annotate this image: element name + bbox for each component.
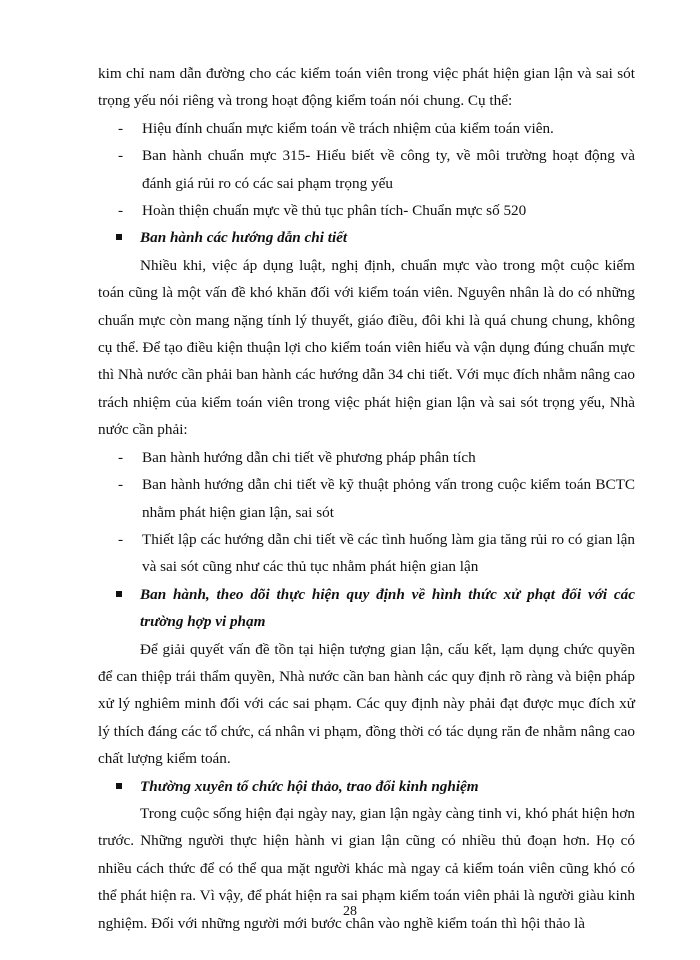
paragraph: Trong cuộc sống hiện đại ngày nay, gian lận ngày càng tinh vi, khó phát hiện hơn trước. Những người thực hiện hành vi gian lận cũng có nhiều thủ đoạn hơn. Họ có nhiều cách thức để có thể qua mặt người khác mà ngay cả kiểm toán viên cũng khó có thể phát hiện ra. Vì vậy, để phát hiện ra sai phạm kiểm toán viên phải là người giàu kinh nghiệm. Đối với những người mới bước chân vào nghề kiểm toán thì hội thảo là: [98, 804, 635, 932]
section-heading: [98, 581, 635, 636]
heading-text: Thường xuyên tổ chức hội thảo, trao đổi kinh nghiệm: [140, 777, 479, 795]
page-body: [98, 60, 635, 937]
list-item-text: Ban hành hướng dẫn chi tiết về phương pháp phân tích: [142, 448, 476, 466]
page-number: 28: [343, 904, 357, 919]
list-item-text: Hoàn thiện chuẩn mực về thủ tục phân tích- Chuẩn mực số 520: [142, 202, 527, 220]
dash-marker: -: [118, 476, 124, 494]
dash-marker: -: [118, 119, 124, 137]
dash-marker: -: [118, 530, 124, 548]
list-item-text: Thiết lập các hướng dẫn chi tiết về các tình huống làm gia tăng rủi ro có gian lận và sai sót cũng như các thủ tục nhằm phát hiện gian lận: [142, 530, 635, 576]
list-item-text: Hiệu đính chuẩn mực kiểm toán về trách nhiệm của kiểm toán viên.: [142, 119, 554, 137]
dash-marker: -: [118, 147, 124, 165]
dash-list-item: [98, 142, 635, 197]
dash-list-item: [98, 471, 635, 526]
paragraph: Nhiều khi, việc áp dụng luật, nghị định, chuẩn mực vào trong một cuộc kiểm toán cũng là một vấn đề khó khăn đối với kiểm toán viên. Nguyên nhân là do có những chuẩn mực còn mang nặng tính lý thuyết, giáo điều, đôi khi là quá chung chung, không cụ thể. Để tạo điều kiện thuận lợi cho kiểm toán viên hiểu và vận dụng đúng chuẩn mực thì Nhà nước cần phải ban hành các hướng dẫn 34 chi tiết. Với mục đích nhằm nâng cao trách nhiệm của kiểm toán viên trong việc phát hiện gian lận và sai sót trọng yếu, Nhà nước cần phải:: [98, 256, 635, 439]
heading-text: Ban hành các hướng dẫn chi tiết: [140, 229, 348, 247]
dash-list-item: [98, 197, 635, 224]
list-item-text: Ban hành chuẩn mực 315- Hiểu biết về công ty, về môi trường hoạt động và đánh giá rủi ro có các sai phạm trọng yếu: [142, 147, 635, 192]
paragraph: Để giải quyết vấn đề tồn tại hiện tượng gian lận, cấu kết, lạm dụng chức quyền để can thiệp trái thẩm quyền, Nhà nước cần ban hành các quy định rõ ràng và biện pháp xử lý nghiêm minh đối với các sai phạm. Các quy định này phải đạt được mục đích xử lý thích đáng các tổ chức, cá nhân vi phạm, đồng thời có tác dụng răn đe nhằm nâng cao chất lượng kiểm toán.: [98, 640, 635, 768]
list-item-text: Ban hành hướng dẫn chi tiết về kỹ thuật phỏng vấn trong cuộc kiểm toán BCTC nhằm phát hiện gian lận, sai sót: [142, 476, 635, 521]
square-bullet-icon: [116, 234, 122, 240]
dash-marker: -: [118, 202, 124, 220]
dash-list-item: [98, 115, 635, 142]
square-bullet-icon: [116, 591, 122, 597]
dash-list-item: [98, 444, 635, 471]
dash-marker: -: [118, 448, 124, 466]
paragraph: kim chỉ nam dẫn đường cho các kiểm toán viên trong việc phát hiện gian lận và sai sót trọng yếu nói riêng và trong hoạt động kiểm toán nói chung. Cụ thể:: [98, 65, 635, 110]
square-bullet-icon: [116, 783, 122, 789]
heading-text: Ban hành, theo dõi thực hiện quy định về hình thức xử phạt đối với các trường hợp vi phạm: [140, 585, 635, 631]
section-heading: [98, 224, 635, 251]
section-heading: [98, 773, 635, 800]
dash-list-item: [98, 526, 635, 581]
